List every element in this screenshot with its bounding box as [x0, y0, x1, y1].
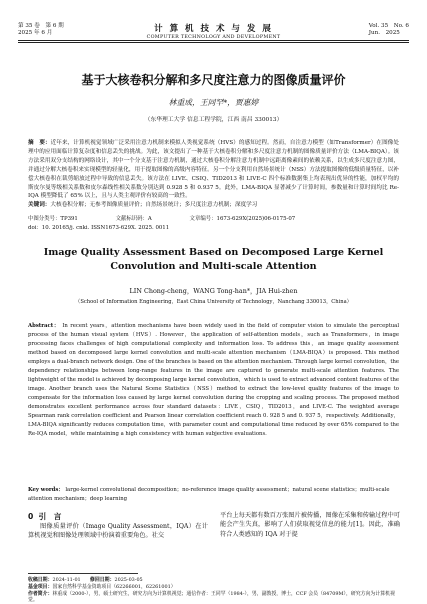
body-column-left: 图像质量评价（Image Quality Assessment，IQA）在计算机视觉和图像处理领域中扮演着重要角色。社交 [28, 523, 208, 540]
authors-en: LIN Chong-cheng，WANG Tong-han*，JIA Hui-zhen [129, 287, 298, 295]
keywords-en [28, 486, 399, 504]
journal-name-cn: 计 算 机 技 术 与 发 展 [154, 24, 273, 34]
bio-label: 作者简介： [28, 590, 53, 597]
header-rule-top [18, 40, 409, 41]
authors-cn: 林重成，王同罕*，贾惠婷 [168, 98, 259, 107]
body-column-right: 平台上每天都有数百万张图片被传播，图像在采集和传输过程中可能会产生失真，影响了人们获取视觉信息的能力[1]。因此，准确符合人类感知的 IQA 对于提 [220, 512, 400, 538]
affiliation-cn: （东华理工大学 信息工程学院，江西 南昌 330013） [144, 117, 283, 123]
paper-title-en-line1: Image Quality Assessment Based on Decomposed Large Kernel [43, 247, 384, 258]
footnote-fund [28, 584, 403, 591]
keywords-en-label: Key words： [28, 487, 64, 493]
footnote-bio [28, 591, 403, 604]
footnote [28, 577, 403, 604]
keywords-en-text: large-kernel convolutional decomposition；no-reference image quality assessment；natural scene statistics；multi-scale attention mechanism；deep learning [28, 487, 390, 502]
abstract-cn [28, 139, 399, 210]
paper-title-en [0, 246, 427, 273]
keywords-cn [28, 201, 399, 210]
revised-label: 修回日期： [90, 577, 115, 583]
abstract-cn-text: 近年来，计算机视觉领域广泛采用注意力机制来模拟人类视觉系统（HVS）的感知过程。然而，自注意力模型（如Transformer）在图像处理中的应用面临计算复杂度和信息丢失的挑战。为此，该文提出了一种基于大核卷积分解和多尺度注意力机制的图像质量评价方法（LMA-BIQA）。该方法采用双分支结构的网络设计，其中一个分支基于注意力机制，通过大核卷积分解注意力机制中远距离像素间的依赖关系，以生成多尺度注意力图，并通过分解大核卷积来实现模型的轻量化，用于提取图像的高级内容特征。另一个分支利用自然场景统计（NSS）方法提取图像的低级质量特征，以补偿大核卷积在裁剪缩放过程中导致的信息丢失。该方法在 LIVE、CSIQ、TID2013 和 LIVE-C 四个标准数据集上均表现出优异的性能，加权平均的斯皮尔曼等级相关系数和皮尔森线性相关系数分别达到 0.928 5 和 0.937 5。此外，LMA-BIQA 显著减少了计算时间，参数量和计算时间均比 Re-IQA 模型降低了 65% 以上，且与人类主观评价有较高的一致性。 [28, 140, 399, 200]
header-date-cn: 2025 年 6 月 [18, 30, 53, 36]
fund-label: 基金项目： [28, 583, 53, 590]
header-volume-en [369, 23, 409, 37]
doi-line: doi：10. 20165/j. cnki. ISSN1673-629X. 2025. 0011 [28, 225, 170, 231]
journal-name-en: COMPUTER TECHNOLOGY AND DEVELOPMENT [146, 35, 281, 40]
footnote-dates [28, 577, 403, 584]
keywords-cn-text: 大核卷积分解；无参考图像质量评价；自然场景统计；多尺度注意力机制；深度学习 [50, 202, 258, 209]
section-heading [28, 511, 61, 522]
abstract-en-text: In recent years，attention mechanisms have been widely used in the field of computer vision to simulate the perceptual process of the human visual system（HVS）. However，the application of self-attention models，such as Transformers，in image processing faces challenges of high computational complexity and information loss. To address this，an image quality assessment method based on decomposed large kernel convolution and multi-scale attention mechanism（LMA-BIQA）is proposed. This method employs a dual-branch network design. One of the branches is based on the attention mechanism. Through large kernel convolution，the dependency relationships between long-range features in the image are captured to generate multi-scale attention features. The lightweight of the model is achieved by decomposing large kernel convolution，which is used to extract advanced content features of the image. Another branch uses the Natural Scene Statistics（NSS）method to extract the low-level quality features of the image to compensate for the information loss caused by large kernel convolution during the cropping and scaling process. The proposed method demonstrates excellent performance across four standard datasets：LIVE，CSIQ，TID2013，and LIVE-C. The weighted average Spearman rank correlation coefficient and Pearson linear correlation coefficient reach 0. 928 5 and 0. 937 5，respectively. Additionally，LMA-BIQA significantly reduces computation time，with parameter count and computational time reduced by over 65% compared to the Re-IQA model，while maintaining a high consistency with human subjective evaluations. [28, 323, 400, 437]
header-date-en: Jun. 2025 [368, 30, 400, 36]
received-date: 2024-11-01 [52, 577, 81, 583]
section-number: 0 [28, 512, 34, 521]
affiliation-en: （School of Information Engineering，East China University of Technology，Nanchang 330013，China） [75, 299, 352, 305]
header-vol-no: Vol. 35 No. 6 [368, 23, 409, 29]
paper-title-cn: 基于大核卷积分解和多尺度注意力的图像质量评价 [81, 73, 346, 87]
abstract-cn-label: 摘 要： [28, 140, 51, 146]
keywords-cn-label: 关键词： [28, 202, 51, 209]
abstract-en [28, 322, 399, 439]
fund-text: 国家自然科学基金资助项目（62266001，62261001） [52, 583, 176, 590]
header-volume-issue: 第 35 卷 第 6 期 [18, 23, 64, 29]
abstract-en-label: Abstract： [28, 323, 60, 329]
header-rule-bottom [18, 42, 409, 43]
section-title: 引 言 [38, 512, 62, 521]
received-label: 收稿日期： [28, 577, 53, 583]
classification-line: 中图分类号：TP391 文献标识码：A 文章编号：1673-629X(2025)06-0175-07 [28, 216, 296, 222]
paper-title-en-line2: Convolution and Multi-scale Attention [110, 260, 317, 272]
footnote-rule [28, 573, 138, 574]
revised-date: 2025-03-05 [114, 577, 143, 583]
bio-text: 林重成（2000-），男，硕士研究生，研究方向为计算机视觉；通信作者：王同罕（1984-），男，副教授，博士，CCF 会员（84709M），研究方向为计算机视觉。 [28, 590, 395, 604]
journal-masthead [0, 22, 427, 40]
